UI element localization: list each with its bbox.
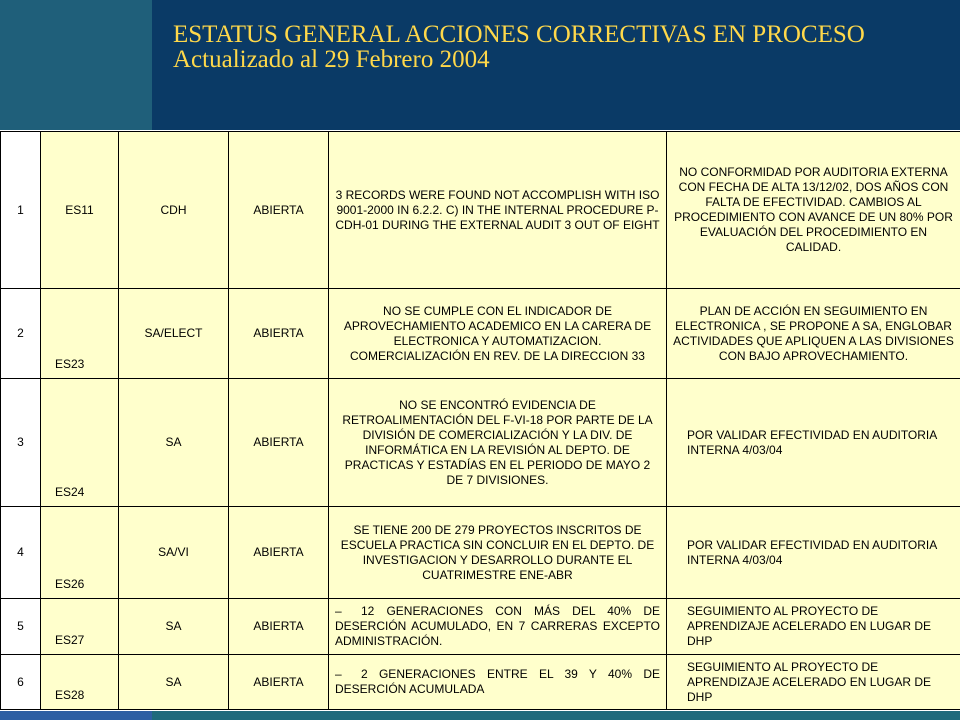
row-code: ES27 xyxy=(41,599,119,655)
corrective-actions-table xyxy=(0,131,960,710)
row-action xyxy=(667,599,960,655)
row-description: NO SE ENCONTRÓ EVIDENCIA DE RETROALIMENTACIÓN DEL F-VI-18 POR PARTE DE LA DIVISIÓN DE COMERCIALIZACIÓN Y LA DIV. DE INFORMÁTICA EN LA REVISIÓN AL DEPTO. DE PRACTICAS Y ESTADÍAS EN EL PERIODO DE MAYO 2 DE 7 DIVISIONES. xyxy=(329,379,667,507)
row-action-text: POR VALIDAR EFECTIVIDAD EN AUDITORIA INTERNA 4/03/04 xyxy=(687,427,937,457)
row-action xyxy=(667,379,960,507)
row-description xyxy=(329,655,667,710)
table-row xyxy=(1,289,960,379)
row-status: ABIERTA xyxy=(229,599,329,655)
row-action: PLAN DE ACCIÓN EN SEGUIMIENTO EN ELECTRONICA , SE PROPONE A SA, ENGLOBAR ACTIVIDADES QUE APLIQUEN A LAS DIVISIONES CON BAJO APROVECHAMIENTO. xyxy=(667,289,960,379)
row-action-text: SEGUIMIENTO AL PROYECTO DE APRENDIZAJE ACELERADO EN LUGAR DE DHP xyxy=(687,659,932,704)
row-division: SA xyxy=(119,599,229,655)
row-division: SA xyxy=(119,655,229,710)
row-description-text: 12 GENERACIONES CON MÁS DEL 40% DE DESERCIÓN ACUMULADO, EN 7 CARRERAS EXCEPTO ADMINISTRACIÓN. xyxy=(335,604,660,648)
row-division: SA xyxy=(119,379,229,507)
row-description xyxy=(329,599,667,655)
row-code: ES28 xyxy=(41,655,119,710)
table-row xyxy=(1,599,960,655)
row-action-text: POR VALIDAR EFECTIVIDAD EN AUDITORIA INTERNA 4/03/04 xyxy=(687,537,937,567)
row-code: ES26 xyxy=(41,507,119,599)
row-description: 3 RECORDS WERE FOUND NOT ACCOMPLISH WITH ISO 9001-2000 IN 6.2.2. C) IN THE INTERNAL PROCEDURE P-CDH-01 DURING THE EXTERNAL AUDIT 3 OUT OF EIGHT xyxy=(329,132,667,289)
bullet-dash: – xyxy=(335,667,342,681)
table-row xyxy=(1,379,960,507)
page-subtitle: Actualizado al 29 Febrero 2004 xyxy=(173,46,490,73)
table-row xyxy=(1,655,960,710)
row-number: 6 xyxy=(1,655,41,710)
row-status: ABIERTA xyxy=(229,507,329,599)
row-number: 3 xyxy=(1,379,41,507)
row-action xyxy=(667,655,960,710)
row-description: NO SE CUMPLE CON EL INDICADOR DE APROVECHAMIENTO ACADEMICO EN LA CARERA DE ELECTRONICA Y AUTOMATIZACION. COMERCIALIZACIÓN EN REV. DE LA DIRECCION 33 xyxy=(329,289,667,379)
row-number: 2 xyxy=(1,289,41,379)
row-number: 4 xyxy=(1,507,41,599)
row-description-text: 2 GENERACIONES ENTRE EL 39 Y 40% DE DESERCIÓN ACUMULADA xyxy=(335,667,660,696)
row-status: ABIERTA xyxy=(229,289,329,379)
table-row xyxy=(1,507,960,599)
row-code: ES11 xyxy=(41,132,119,289)
row-division: SA/VI xyxy=(119,507,229,599)
row-action-text: SEGUIMIENTO AL PROYECTO DE APRENDIZAJE ACELERADO EN LUGAR DE DHP xyxy=(687,604,932,648)
row-division: SA/ELECT xyxy=(119,289,229,379)
row-status: ABIERTA xyxy=(229,379,329,507)
row-division: CDH xyxy=(119,132,229,289)
footer-right-band xyxy=(152,711,960,720)
page-title: ESTATUS GENERAL ACCIONES CORRECTIVAS EN PROCESO xyxy=(173,21,865,48)
row-code: ES24 xyxy=(41,379,119,507)
row-number: 1 xyxy=(1,132,41,289)
row-code: ES23 xyxy=(41,289,119,379)
row-status: ABIERTA xyxy=(229,655,329,710)
bullet-dash: – xyxy=(335,604,342,618)
row-action xyxy=(667,507,960,599)
table-row xyxy=(1,132,960,289)
row-status: ABIERTA xyxy=(229,132,329,289)
footer-left-band xyxy=(0,711,152,720)
row-description: SE TIENE 200 DE 279 PROYECTOS INSCRITOS DE ESCUELA PRACTICA SIN CONCLUIR EN EL DEPTO. DE INVESTIGACION Y DESARROLLO DURANTE EL CUATRIMESTRE ENE-ABR xyxy=(329,507,667,599)
header-left-band xyxy=(0,0,152,130)
row-number: 5 xyxy=(1,599,41,655)
slide-title xyxy=(173,22,933,72)
row-action: NO CONFORMIDAD POR AUDITORIA EXTERNA CON FECHA DE ALTA 13/12/02, DOS AÑOS CON FALTA DE EFECTIVIDAD. CAMBIOS AL PROCEDIMIENTO CON AVANCE DE UN 80% POR EVALUACIÓN DEL PROCEDIMIENTO EN CALIDAD. xyxy=(667,132,960,289)
